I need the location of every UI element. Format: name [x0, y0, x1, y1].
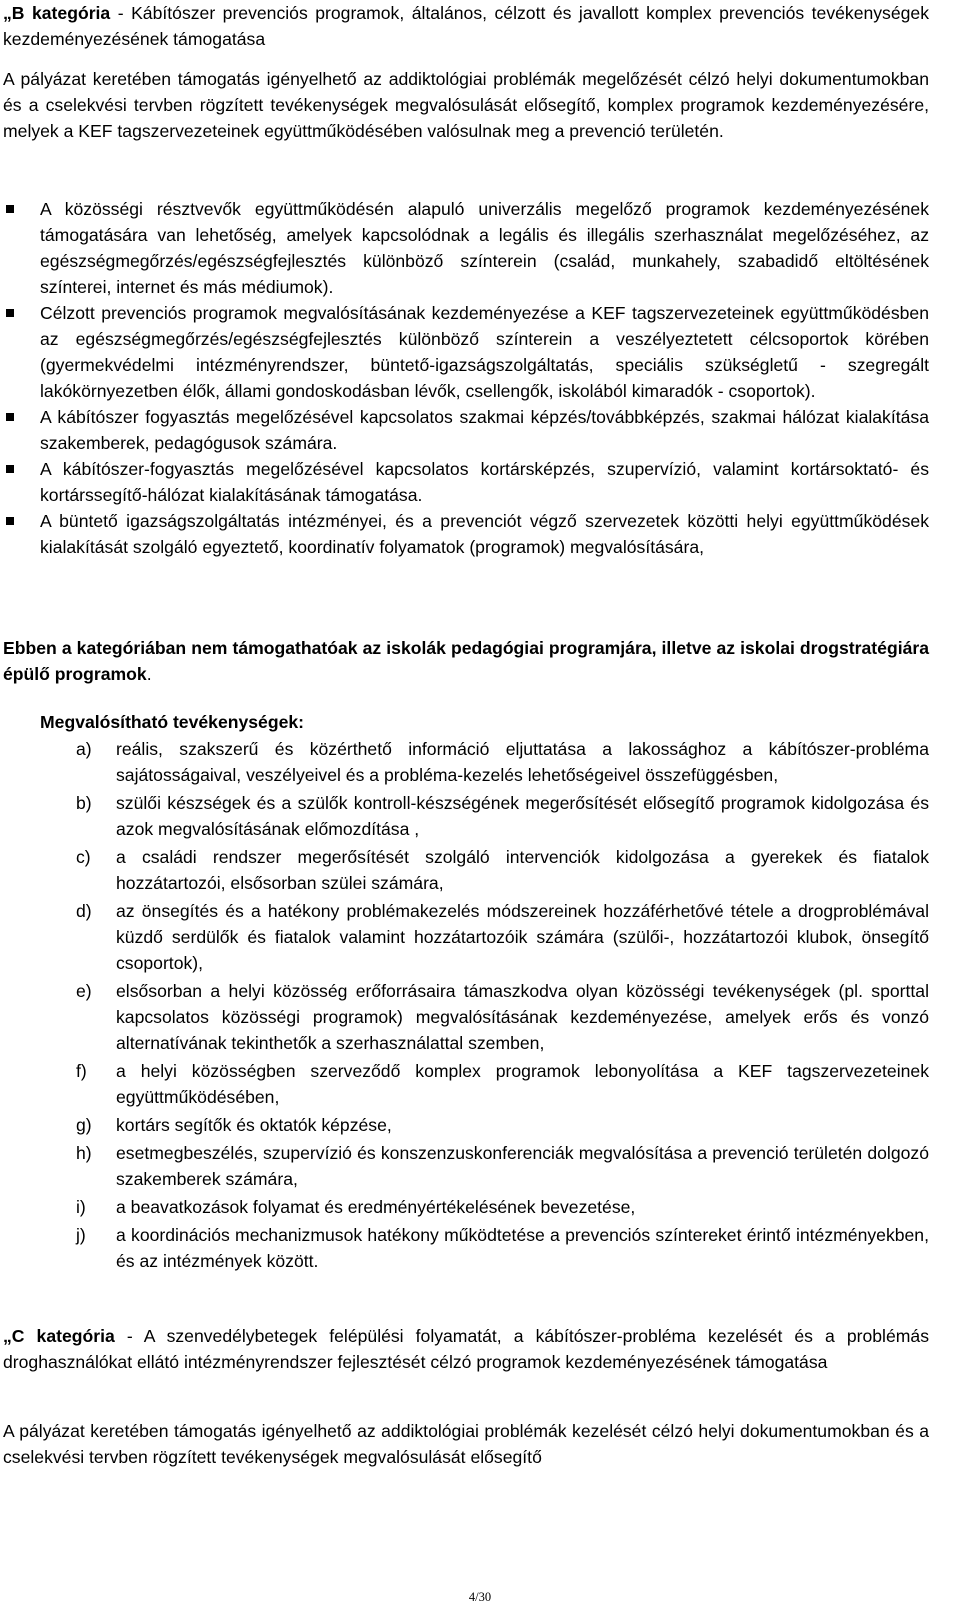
- activity-item: a) reális, szakszerű és közérthető információ eljuttatása a lakossághoz a kábítószer-probléma sajátosságaival, veszélyeivel és a probléma-kezelés lehetőségeivel összefüggésben,: [76, 739, 929, 785]
- section-b-subtitle: - Kábítószer prevenciós programok, általános, célzott és javallott komplex prevenciós tevékenységek kezdeményezésének támogatása: [3, 3, 930, 49]
- section-c-heading: [3, 1323, 929, 1375]
- activity-item: i) a beavatkozások folyamat és eredményértékelésének bevezetése,: [76, 1197, 636, 1217]
- exclusion-note: Ebben a kategóriában nem támogathatóak az iskolák pedagógiai programjára, illetve az iskolai drogstratégiára épülő programok.: [3, 638, 929, 684]
- section-c-subtitle: - A szenvedélybetegek felépülési folyamatát, a kábítószer-probléma kezelését és a problémás droghasználókat ellátó intézményrendszer fejlesztését célzó programok kezdeményezésének támogatása: [3, 1326, 929, 1372]
- activity-item: j) a koordinációs mechanizmusok hatékony működtetése a prevenciós színtereket érintő intézményekben, és az intézmények között.: [76, 1225, 929, 1271]
- activity-item: f) a helyi közösségben szerveződő komplex programok lebonyolítása a KEF tagszervezeteinek együttműködésében,: [76, 1061, 929, 1107]
- bullet-square-icon: [6, 465, 14, 473]
- activity-item: g) kortárs segítők és oktatók képzése,: [76, 1115, 392, 1135]
- section-b-bullet-list: [40, 196, 929, 560]
- activities-list: [45, 736, 929, 1276]
- activity-item: b) szülői készségek és a szülők kontroll-készségének megerősítését elősegítő programok kidolgozása és azok megvalósításának előmozdítása ,: [76, 793, 929, 839]
- bullet-square-icon: [6, 413, 14, 421]
- bullet-square-icon: [6, 309, 14, 317]
- section-b-title: „B kategória: [3, 3, 111, 23]
- activity-item: e) elsősorban a helyi közösség erőforrásaira támaszkodva olyan közösségi tevékenységek (pl. sporttal kapcsolatos közösségi programok) megvalósításának kezdeményezése, amelyek erős és vonzó alternatívának tekinthetők a szerhasználattal szemben,: [76, 981, 929, 1053]
- activity-item: d) az önsegítés és a hatékony problémakezelés módszereinek hozzáférhetővé tétele a drogproblémával küzdő serdülők és fiatalok valamint hozzátartozóik számára (szülői-, hozzátartozói klubok, önsegítő csoportok),: [76, 901, 929, 973]
- bullet-item: A kábítószer-fogyasztás megelőzésével kapcsolatos kortársképzés, szupervízió, valamint kortársoktató- és kortárssegítő-hálózat kialakításának támogatása.: [40, 456, 929, 508]
- section-b-intro: A pályázat keretében támogatás igényelhető az addiktológiai problémák megelőzését célzó helyi dokumentumokban és a cselekvési tervben rögzített tevékenységek megvalósulását elősegítő, komplex programok kezdeményezésére, melyek a KEF tagszervezeteinek együttműködésében valósulnak meg a prevenció területén.: [3, 69, 929, 141]
- section-c-title: „C kategória: [3, 1326, 115, 1346]
- activity-item: c) a családi rendszer megerősítését szolgáló intervenciók kidolgozása a gyerekek és fiatalok hozzátartozói, elsősorban szülei számára,: [76, 847, 929, 893]
- section-b-heading: [3, 0, 929, 52]
- bullet-item: A közösségi résztvevők együttműködésén alapuló univerzális megelőző programok kezdeményezésének támogatására van lehetőség, amelyek kapcsolódnak a legális és illegális szerhasználat megelőzéséhez, az egészségmegőrzés/egészségfejlesztés különböző színterein (család, munkahely, szabadidő eltöltésének színterei, internet és más médiumok).: [40, 196, 929, 300]
- bullet-square-icon: [6, 205, 14, 213]
- activity-item: h) esetmegbeszélés, szupervízió és konszenzuskonferenciák megvalósítása a prevenció területén dolgozó szakemberek számára,: [76, 1143, 929, 1189]
- page-number: 4/30: [468, 1590, 492, 1604]
- bullet-item: Célzott prevenciós programok megvalósításának kezdeményezése a KEF tagszervezeteinek együttműködésben az egészségmegőrzés/egészségfejlesztés különböző színterein a veszélyeztetett célcsoportok körében (gyermekvédelmi intézményrendszer, büntető-igazságszolgáltatás, speciális szükségletű - szegregált lakókörnyezetben élők, állami gondoskodásban lévők, csellengők, iskolából kimaradók - csoportok).: [40, 300, 929, 404]
- activities-heading: Megvalósítható tevékenységek:: [40, 712, 305, 732]
- bullet-item: A kábítószer fogyasztás megelőzésével kapcsolatos szakmai képzés/továbbképzés, szakmai hálózat kialakítása szakemberek, pedagógusok számára.: [40, 404, 929, 456]
- bullet-item: A büntető igazságszolgáltatás intézményei, és a prevenciót végző szervezetek közötti helyi együttműködések kialakítását szolgáló egyeztető, koordinatív folyamatok (programok) megvalósítására,: [40, 508, 929, 560]
- bullet-square-icon: [6, 517, 14, 525]
- section-c-intro: A pályázat keretében támogatás igényelhető az addiktológiai problémák kezelését célzó helyi dokumentumokban és a cselekvési tervben rögzített tevékenységek megvalósulását elősegítő: [3, 1421, 929, 1467]
